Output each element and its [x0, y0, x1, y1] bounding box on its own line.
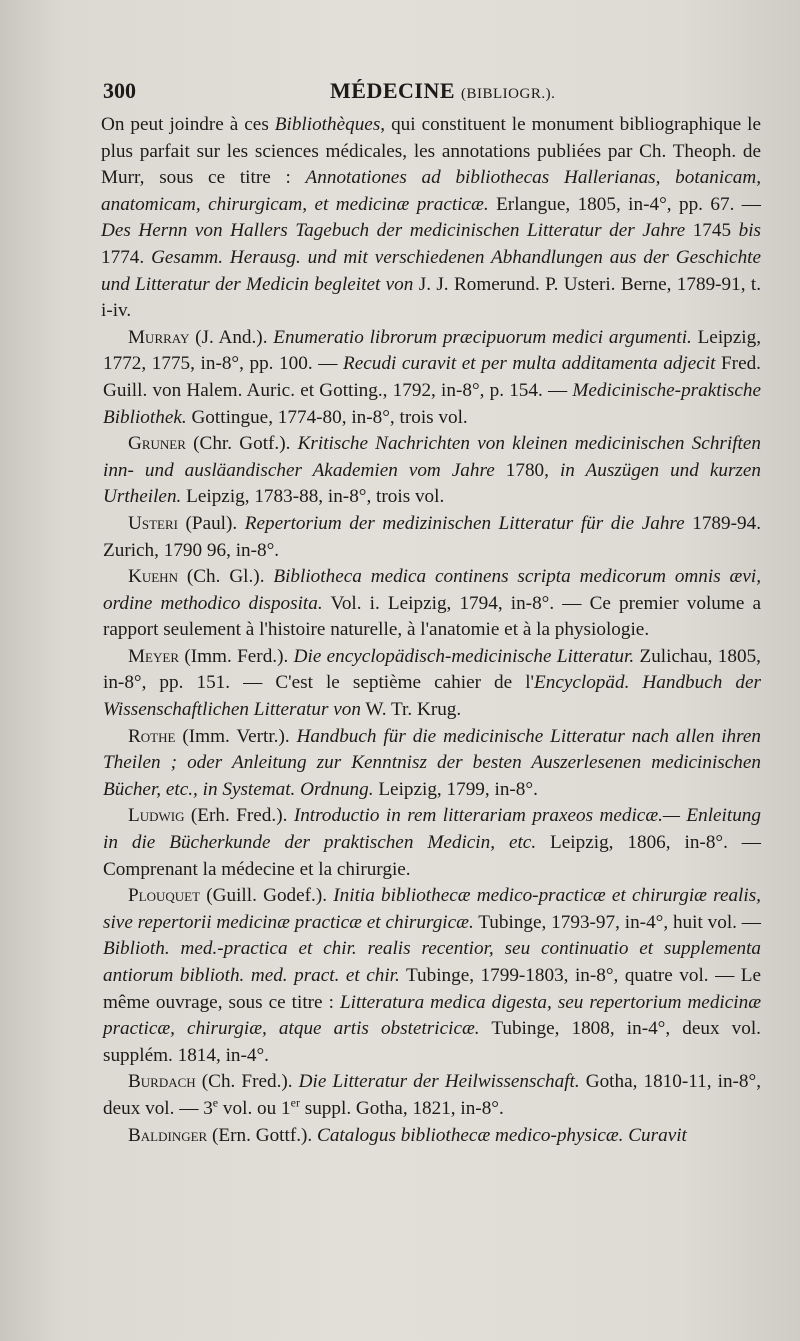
entry-text: suppl. Gotha, 1821, in-8°.: [299, 1097, 504, 1119]
entry-text: J. J. Romerund. P. Usteri. Berne, 1789-91, t. i-iv.: [101, 273, 762, 322]
running-title-sub: (BIBLIOGR.).: [461, 86, 556, 102]
entry-text: 1789-94. Zurich, 1790 96, in-8°.: [103, 512, 761, 561]
entry-text: 1774.: [101, 246, 152, 268]
bibliography-entry: [103, 1123, 761, 1150]
entry-text: (J. And.).: [189, 326, 274, 348]
entry-text: Gottingue, 1774-80, in-8°, trois vol.: [186, 406, 468, 428]
entry-text: Tubinge, 1808, in-4°, deux vol. supplém. 1814, in-4°.: [103, 1018, 761, 1066]
entry-title-text: Catalogus bibliothecæ medico-physicæ. Curavit: [317, 1124, 687, 1146]
entry-text: (Imm. Ferd.).: [179, 645, 294, 667]
entry-text: Fred. Guill. von Halem. Auric. et Gotting., 1792, in-8°, p. 154. —: [103, 353, 761, 401]
entry-text: (Ch. Fred.).: [195, 1071, 299, 1093]
entry-author: Ludwig: [128, 805, 185, 827]
bibliography-entry: [103, 511, 761, 564]
entry-title-text: Die Litteratur der Heilwissenschaft.: [298, 1071, 580, 1093]
entry-title-text: Des Hernn von Hallers Tagebuch der medicinischen Litteratur der Jahre: [101, 220, 686, 242]
entry-title-text: Annotationes ad bibliothecas Hallerianas, botanicam, anatomicam, chirurgicam, et medicinæ practicæ.: [101, 167, 761, 215]
page-number: 300: [103, 78, 136, 103]
entry-author: Meyer: [128, 645, 180, 667]
entry-text: 1745: [685, 220, 739, 242]
entry-title-text: Initia bibliothecæ medico-practicæ et chirurgiæ realis, sive repertorii medicinæ practicæ et chirurgicæ.: [103, 885, 761, 933]
entry-title-text: Enumeratio librorum præcipuorum medici argumenti.: [273, 326, 692, 348]
entry-title-text: Biblioth. med.-practica et chir. realis recentior, seu continuatio et supplementa antiorum biblioth. med. pract. et chir.: [103, 938, 761, 986]
entry-title-text: Recudi curavit et per multa additamenta adjecit: [343, 353, 716, 375]
bibliography-body: [103, 112, 761, 1149]
entry-text: Leipzig, 1772, 1775, in-8°, pp. 100. —: [103, 326, 761, 375]
entry-text: Zulichau, 1805, in-8°, pp. 151. — C'est le septième cahier de l': [103, 645, 761, 694]
entry-author: Plouquet: [128, 885, 201, 907]
entry-title-text: Bibliotheca medica continens scripta medicorum omnis ævi, ordine methodico disposita.: [103, 566, 761, 614]
entry-author: Kuehn: [128, 566, 178, 588]
entry-title-text: Repertorium der medizinischen Litteratur für die Jahre: [244, 512, 685, 534]
entry-title-text: Encyclopäd. Handbuch der Wissenschaftlichen Litteratur von: [103, 672, 761, 721]
bibliography-entry: [103, 564, 761, 644]
entry-author: Gruner: [128, 433, 186, 455]
bibliography-entry: [101, 112, 761, 325]
entry-text: (Chr. Gotf.).: [185, 433, 298, 455]
bibliography-entry: [103, 724, 761, 804]
entry-text: Leipzig, 1783-88, in-8°, trois vol.: [181, 486, 445, 508]
bibliography-entry: [103, 325, 761, 431]
entry-text: 1780,: [494, 459, 560, 481]
entry-title-text: Handbuch für die medicinische Litteratur nach allen ihren Theilen ; oder Anleitung zur Kenntnisz der besten Auszerlesenen medicinischen Bücher, etc., in Systemat. Ordnung.: [103, 725, 761, 800]
entry-text: Gotha, 1810-11, in-8°, deux vol. — 3: [103, 1071, 761, 1119]
entry-title-text: Die encyclopädisch-medicinische Litteratur.: [293, 645, 635, 667]
entry-title-text: Kritische Nachrichten von kleinen medicinischen Schriften inn- und ausläandischer Akademien vom Jahre: [103, 433, 761, 481]
running-title-main: MÉDECINE: [330, 78, 456, 103]
running-title: [330, 78, 555, 104]
entry-title-text: Medicinische-praktische Bibliothek.: [103, 379, 761, 428]
entry-text: Erlangue, 1805, in-4°, pp. 67. —: [488, 193, 761, 215]
entry-text: (Ch. Gl.).: [177, 566, 274, 588]
entry-text: (Guill. Godef.).: [200, 885, 334, 907]
bibliography-entry: [103, 431, 761, 511]
entry-title-text: bis: [738, 220, 762, 242]
entry-title-text: Gesamm. Herausg. und mit verschiedenen Abhandlungen aus der Geschichte und Litteratur der Medicin begleitet von: [101, 246, 762, 295]
bibliography-entry: [103, 1069, 761, 1122]
entry-text: (Erh. Fred.).: [184, 805, 294, 827]
entry-text: er: [290, 1095, 300, 1110]
entry-text: (Ern. Gottf.).: [207, 1124, 318, 1146]
entry-author: Burdach: [128, 1071, 196, 1093]
running-header: [103, 78, 760, 112]
entry-author: Baldinger: [128, 1124, 208, 1146]
entry-title-text: Introductio in rem litterariam praxeos medicæ.— Enleitung in die Bücherkunde der praktischen Medicin, etc.: [103, 805, 761, 854]
entry-text: Vol. i. Leipzig, 1794, in-8°. — Ce premier volume a rapport seulement à l'histoire naturelle, à l'anatomie et à la physiologie.: [103, 592, 761, 641]
entry-text: Tubinge, 1793-97, in-4°, huit vol. —: [473, 911, 761, 933]
bibliography-entry: [103, 883, 761, 1069]
entry-text: W. Tr. Krug.: [360, 699, 462, 721]
entry-title-text: in Auszügen und kurzen Urtheilen.: [103, 459, 762, 508]
entry-text: Leipzig, 1806, in-8°. — Comprenant la médecine et la chirurgie.: [103, 832, 761, 880]
entry-author: Rothe: [128, 725, 176, 747]
entry-text: (Paul).: [177, 512, 245, 534]
bibliography-entry: [103, 644, 761, 724]
entry-title-text: Bibliothèques: [274, 114, 381, 135]
entry-title-text: Litteratura medica digesta, seu repertorium medicinæ practicæ, chirurgiæ, atque artis obstetricicæ.: [103, 991, 761, 1040]
entry-author: Murray: [128, 326, 190, 348]
entry-text: , qui constituent le monument bibliographique le plus parfait sur les sciences médicales, les annotations publiées par Ch. Theoph. de Murr, sous ce titre :: [101, 114, 761, 189]
bibliography-entry: [103, 803, 761, 883]
entry-text: vol. ou 1: [218, 1097, 291, 1119]
entry-author: Usteri: [128, 512, 178, 534]
entry-text: Tubinge, 1799-1803, in-8°, quatre vol. — Le même ouvrage, sous ce titre :: [103, 965, 762, 1013]
entry-text: e: [212, 1095, 219, 1110]
entry-text: On peut joindre à ces: [101, 114, 275, 135]
entry-text: (Imm. Vertr.).: [175, 725, 297, 747]
entry-text: Leipzig, 1799, in-8°.: [373, 778, 538, 800]
